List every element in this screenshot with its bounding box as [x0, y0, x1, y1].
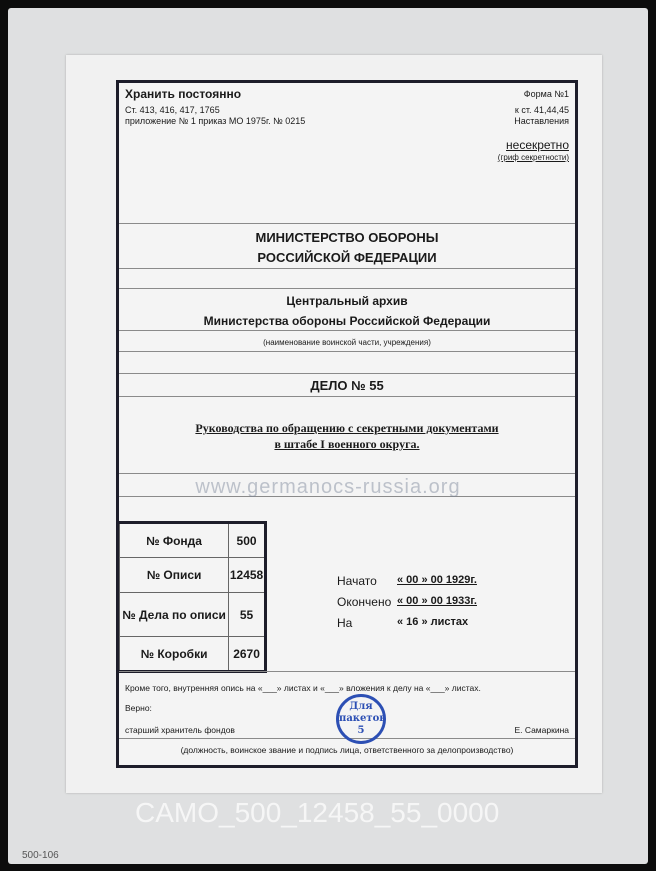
- order: приложение № 1 приказ МО 1975г. № 0215: [125, 116, 306, 126]
- unit-label: (наименование воинской части, учреждения): [263, 338, 431, 347]
- started-date: « 00 » 00 1929г.: [397, 574, 477, 586]
- case-cover-form: [116, 80, 578, 768]
- verified-label: Верно:: [125, 703, 152, 713]
- box-value: 2670: [229, 637, 266, 672]
- watermark: www.germanocs-russia.org: [195, 476, 461, 498]
- stamp-text-1: Для: [349, 701, 373, 712]
- extra-inventory: Кроме того, внутренняя опись на «___» листах и «___» вложения к делу на «___» листах.: [125, 683, 481, 693]
- stamp-text-3: 5: [357, 725, 365, 736]
- signer-name: Е. Самаркина: [514, 725, 569, 735]
- archive-ids-table: [119, 521, 267, 673]
- keep-label: Хранить постоянно: [125, 87, 242, 101]
- subject-line-1: Руководства по обращению с секретными документами: [195, 421, 499, 435]
- case-title: ДЕЛО № 55: [310, 378, 384, 393]
- ministry-line-2: РОССИЙСКОЙ ФЕДЕРАЦИИ: [257, 250, 437, 265]
- fond-label: № Фонда: [120, 523, 229, 558]
- ended-date: « 00 » 00 1933г.: [397, 595, 477, 607]
- sheets-label: На: [337, 616, 353, 630]
- opis-label: № Описи: [120, 558, 229, 593]
- box-label: № Коробки: [120, 637, 229, 672]
- archive-line-1: Центральный архив: [286, 294, 408, 308]
- handwritten-note: 500-106: [22, 850, 59, 861]
- filename-overlay: CAMO_500_12458_55_0000: [135, 797, 500, 828]
- signature-label: (должность, воинское звание и подпись лица, ответственного за делопроизводство): [180, 745, 514, 755]
- stamp-text-2: пакетов: [339, 713, 387, 724]
- manual: Наставления: [514, 116, 569, 126]
- archive-line-2: Министерства обороны Российской Федерации: [203, 314, 491, 328]
- position: старший хранитель фондов: [125, 725, 235, 735]
- sheets-count: « 16 » листах: [397, 616, 469, 628]
- ministry-line-1: МИНИСТЕРСТВО ОБОРОНЫ: [255, 230, 439, 245]
- secrecy: несекретно: [506, 138, 569, 152]
- archive-stamp: [336, 694, 386, 744]
- started-label: Начато: [337, 574, 377, 588]
- opis-value: 12458: [229, 558, 266, 593]
- secrecy-label: (гриф секретности): [497, 153, 569, 162]
- delo-value: 55: [229, 593, 266, 637]
- form-number: Форма №1: [523, 89, 569, 99]
- delo-label: № Дела по описи: [120, 593, 229, 637]
- subject-line-2: в штабе I военного округа.: [274, 437, 420, 451]
- fond-value: 500: [229, 523, 266, 558]
- ended-label: Окончено: [337, 595, 392, 609]
- form-ref: к ст. 41,44,45: [514, 105, 569, 115]
- articles: Ст. 413, 416, 417, 1765: [125, 105, 220, 115]
